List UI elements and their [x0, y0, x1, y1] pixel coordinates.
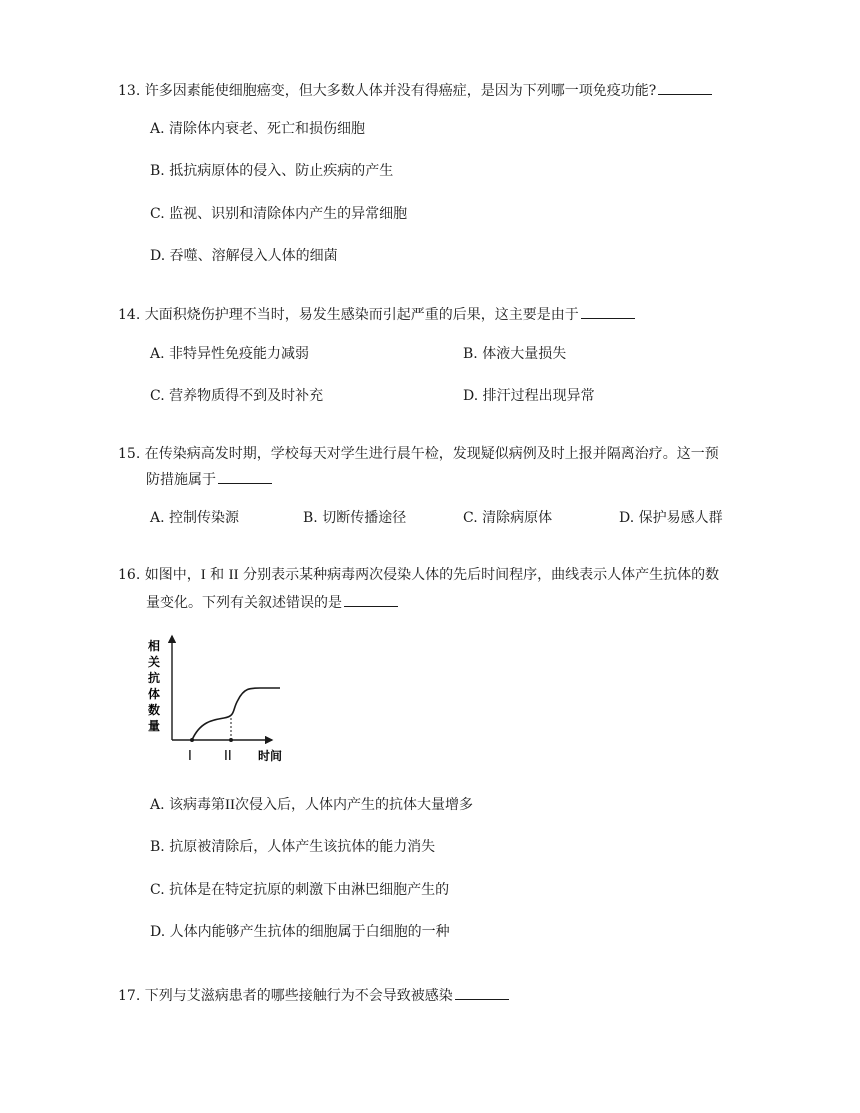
- q15-option-d: D. 保护易感人群: [619, 510, 723, 526]
- q13-stem: [118, 80, 712, 101]
- q17-answer-blank[interactable]: [455, 985, 509, 1000]
- q17-stem-text: 17. 下列与艾滋病患者的哪些接触行为不会导致被感染: [118, 988, 453, 1004]
- q16-stem-part2: 和: [210, 567, 225, 583]
- q13-option-d: D. 吞噬、溶解侵入人体的细菌: [150, 248, 338, 264]
- q15-option-a: A. 控制传染源: [150, 510, 240, 526]
- y-label-char-1: 相: [148, 639, 161, 653]
- antibody-curve: [192, 688, 280, 740]
- q16-option-a: [150, 795, 473, 815]
- q16-stem-line1: [118, 565, 719, 585]
- q16-roman-1: I: [200, 567, 206, 583]
- q14-stem-text: 14. 大面积烧伤护理不当时，易发生感染而引起严重的后果，这主要是由于: [118, 307, 579, 323]
- q14-option-d: D. 排汗过程出现异常: [463, 388, 595, 404]
- q15-stem-line1: 15. 在传染病高发时期，学校每天对学生进行晨午检，发现疑似病例及时上报并隔离治疗。这一预: [118, 446, 719, 462]
- q14-option-a: A. 非特异性免疫能力减弱: [150, 346, 310, 362]
- q16-option-b: B. 抗原被清除后，人体产生该抗体的能力消失: [150, 839, 436, 855]
- y-label-char-5: 数: [148, 703, 161, 717]
- q14-answer-blank[interactable]: [581, 304, 635, 319]
- q13-option-c: C. 监视、识别和清除体内产生的异常细胞: [150, 206, 408, 222]
- y-label-char-2: 关: [148, 655, 161, 669]
- q13-answer-blank[interactable]: [658, 80, 712, 95]
- q14-stem: [118, 304, 635, 325]
- q16-option-a-roman: II: [225, 797, 236, 813]
- q16-roman-2: II: [228, 567, 239, 583]
- point-first-infection: [190, 738, 194, 742]
- q16-stem-part3: 分别表示某种病毒两次侵染人体的先后时间程序，曲线表示人体产生抗体的数: [243, 567, 720, 583]
- q16-option-a-part1: A. 该病毒第: [150, 797, 226, 813]
- tick-label-2: II: [224, 749, 232, 764]
- q16-stem-part1: 16. 如图中，: [118, 567, 201, 583]
- q16-option-a-part2: 次侵入后，人体内产生的抗体大量增多: [235, 797, 474, 813]
- q16-stem-line2: [146, 592, 398, 613]
- tick-label-1: I: [188, 749, 192, 764]
- q15-stem-line2: [146, 469, 272, 490]
- q16-stem-line2-text: 量变化。下列有关叙述错误的是: [146, 595, 342, 611]
- q13-option-b: B. 抵抗病原体的侵入、防止疾病的产生: [150, 163, 394, 179]
- q13-option-a: A. 清除体内衰老、死亡和损伤细胞: [150, 121, 366, 137]
- q15-answer-blank[interactable]: [218, 469, 272, 484]
- q15-stem-line2-text: 防措施属于: [146, 472, 216, 488]
- q15-option-b: B. 切断传播途径: [303, 510, 407, 526]
- q17-stem: [118, 985, 509, 1006]
- y-label-char-6: 量: [148, 719, 161, 733]
- q16-option-d: D. 人体内能够产生抗体的细胞属于白细胞的一种: [150, 924, 450, 940]
- q14-option-c: C. 营养物质得不到及时补充: [150, 388, 324, 404]
- q13-stem-text: 13. 许多因素能使细胞癌变，但大多数人体并没有得癌症，是因为下列哪一项免疫功能?: [118, 83, 657, 99]
- q14-option-b: B. 体液大量损失: [463, 346, 567, 362]
- antibody-graph: [140, 630, 290, 770]
- q16-option-c: C. 抗体是在特定抗原的刺激下由淋巴细胞产生的: [150, 882, 450, 898]
- q16-answer-blank[interactable]: [344, 592, 398, 607]
- y-label-char-4: 体: [148, 687, 161, 701]
- x-axis-label: 时间: [258, 749, 283, 763]
- q15-option-c: C. 清除病原体: [463, 510, 553, 526]
- y-label-char-3: 抗: [148, 671, 161, 685]
